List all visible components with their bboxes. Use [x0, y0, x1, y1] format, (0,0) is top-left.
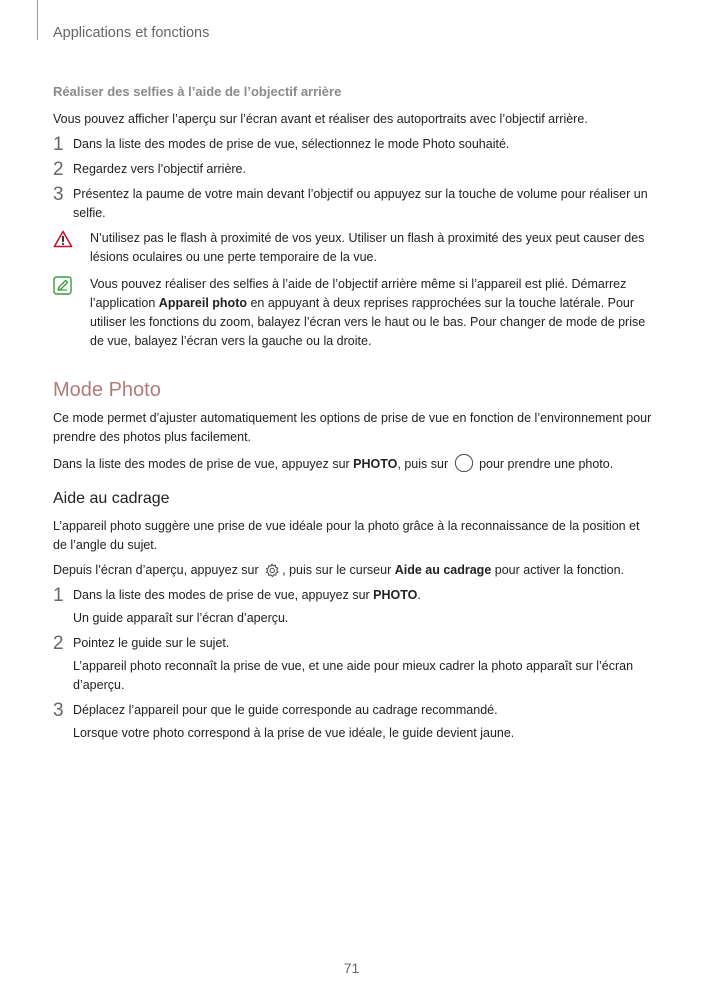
- mode-photo-description: Ce mode permet d’ajuster automatiquement les options de prise de vue en fonction de l’environnement pour prendre des photos plus facilement.: [53, 411, 652, 444]
- step-item: [53, 160, 653, 179]
- page-number: 71: [343, 960, 360, 976]
- section-intro: Vous pouvez afficher l’aperçu sur l’écran avant et réaliser des autoportraits avec l’objectif arrière.: [53, 112, 588, 126]
- step-number: 2: [53, 633, 64, 654]
- step-number: 2: [53, 159, 64, 180]
- step-text: Présentez la paume de votre main devant l’objectif ou appuyez sur la touche de volume pour réaliser un selfie.: [73, 187, 648, 220]
- settings-icon: [264, 563, 280, 579]
- aide-cadrage-description: L’appareil photo suggère une prise de vue idéale pour la photo grâce à la reconnaissance de la position et de l’angle du sujet.: [53, 519, 640, 552]
- section-title-aide-cadrage: Aide au cadrage: [53, 490, 170, 507]
- mode-photo-instruction: Dans la liste des modes de prise de vue, appuyez sur PHOTO, puis sur pour prendre une photo.: [53, 453, 653, 474]
- warning-text: N’utilisez pas le flash à proximité de vos yeux. Utiliser un flash à proximité des yeux peut causer des lésions oculaires ou une perte temporaire de la vue.: [90, 231, 645, 264]
- step-subtext: Un guide apparaît sur l’écran d’aperçu.: [73, 611, 289, 625]
- page-content: [53, 82, 653, 749]
- step-text: Dans la liste des modes de prise de vue, sélectionnez le mode Photo souhaité.: [73, 137, 510, 151]
- section-subheading: Réaliser des selfies à l’aide de l’objectif arrière: [53, 84, 342, 99]
- warning-icon: [53, 230, 73, 248]
- shutter-icon: [454, 453, 474, 473]
- step-number: 3: [53, 184, 64, 205]
- step-text: Dans la liste des modes de prise de vue, appuyez sur PHOTO.: [73, 588, 421, 602]
- app-name: Appareil photo: [158, 296, 247, 310]
- step-number: 1: [53, 134, 64, 155]
- step-item: [53, 701, 653, 743]
- tip-text: Vous pouvez réaliser des selfies à l’aide de l’objectif arrière même si l’appareil est plié. Démarrez l’application Appareil photo en appuyant à deux reprises rapprochées sur la touche latérale. Pour utiliser les fonctions du zoom, balayez l’écran vers le haut ou le bas. Pour changer de mode de prise de vue, balayez l’écran vers la gauche ou la droite.: [90, 277, 646, 348]
- aide-cadrage-instruction: Depuis l’écran d’aperçu, appuyez sur , puis sur le curseur Aide au cadrage pour activer la fonction.: [53, 563, 624, 577]
- step-subtext: Lorsque votre photo correspond à la prise de vue idéale, le guide devient jaune.: [73, 726, 515, 740]
- tip-note: [53, 275, 653, 351]
- warning-note: [53, 229, 653, 267]
- section-title-mode-photo: Mode Photo: [53, 379, 161, 401]
- step-number: 3: [53, 700, 64, 721]
- step-number: 1: [53, 585, 64, 606]
- step-item: [53, 185, 653, 223]
- step-item: [53, 135, 653, 154]
- header-divider: [37, 0, 38, 40]
- step-item: [53, 586, 653, 628]
- page-header: Applications et fonctions: [53, 25, 210, 41]
- step-text: Regardez vers l’objectif arrière.: [73, 162, 246, 176]
- step-text: Pointez le guide sur le sujet.: [73, 636, 230, 650]
- step-subtext: L’appareil photo reconnaît la prise de vue, et une aide pour mieux cadrer la photo apparaît sur l’écran d’aperçu.: [73, 659, 634, 692]
- note-icon: [53, 276, 72, 295]
- step-text: Déplacez l’appareil pour que le guide corresponde au cadrage recommandé.: [73, 703, 498, 717]
- step-item: [53, 634, 653, 695]
